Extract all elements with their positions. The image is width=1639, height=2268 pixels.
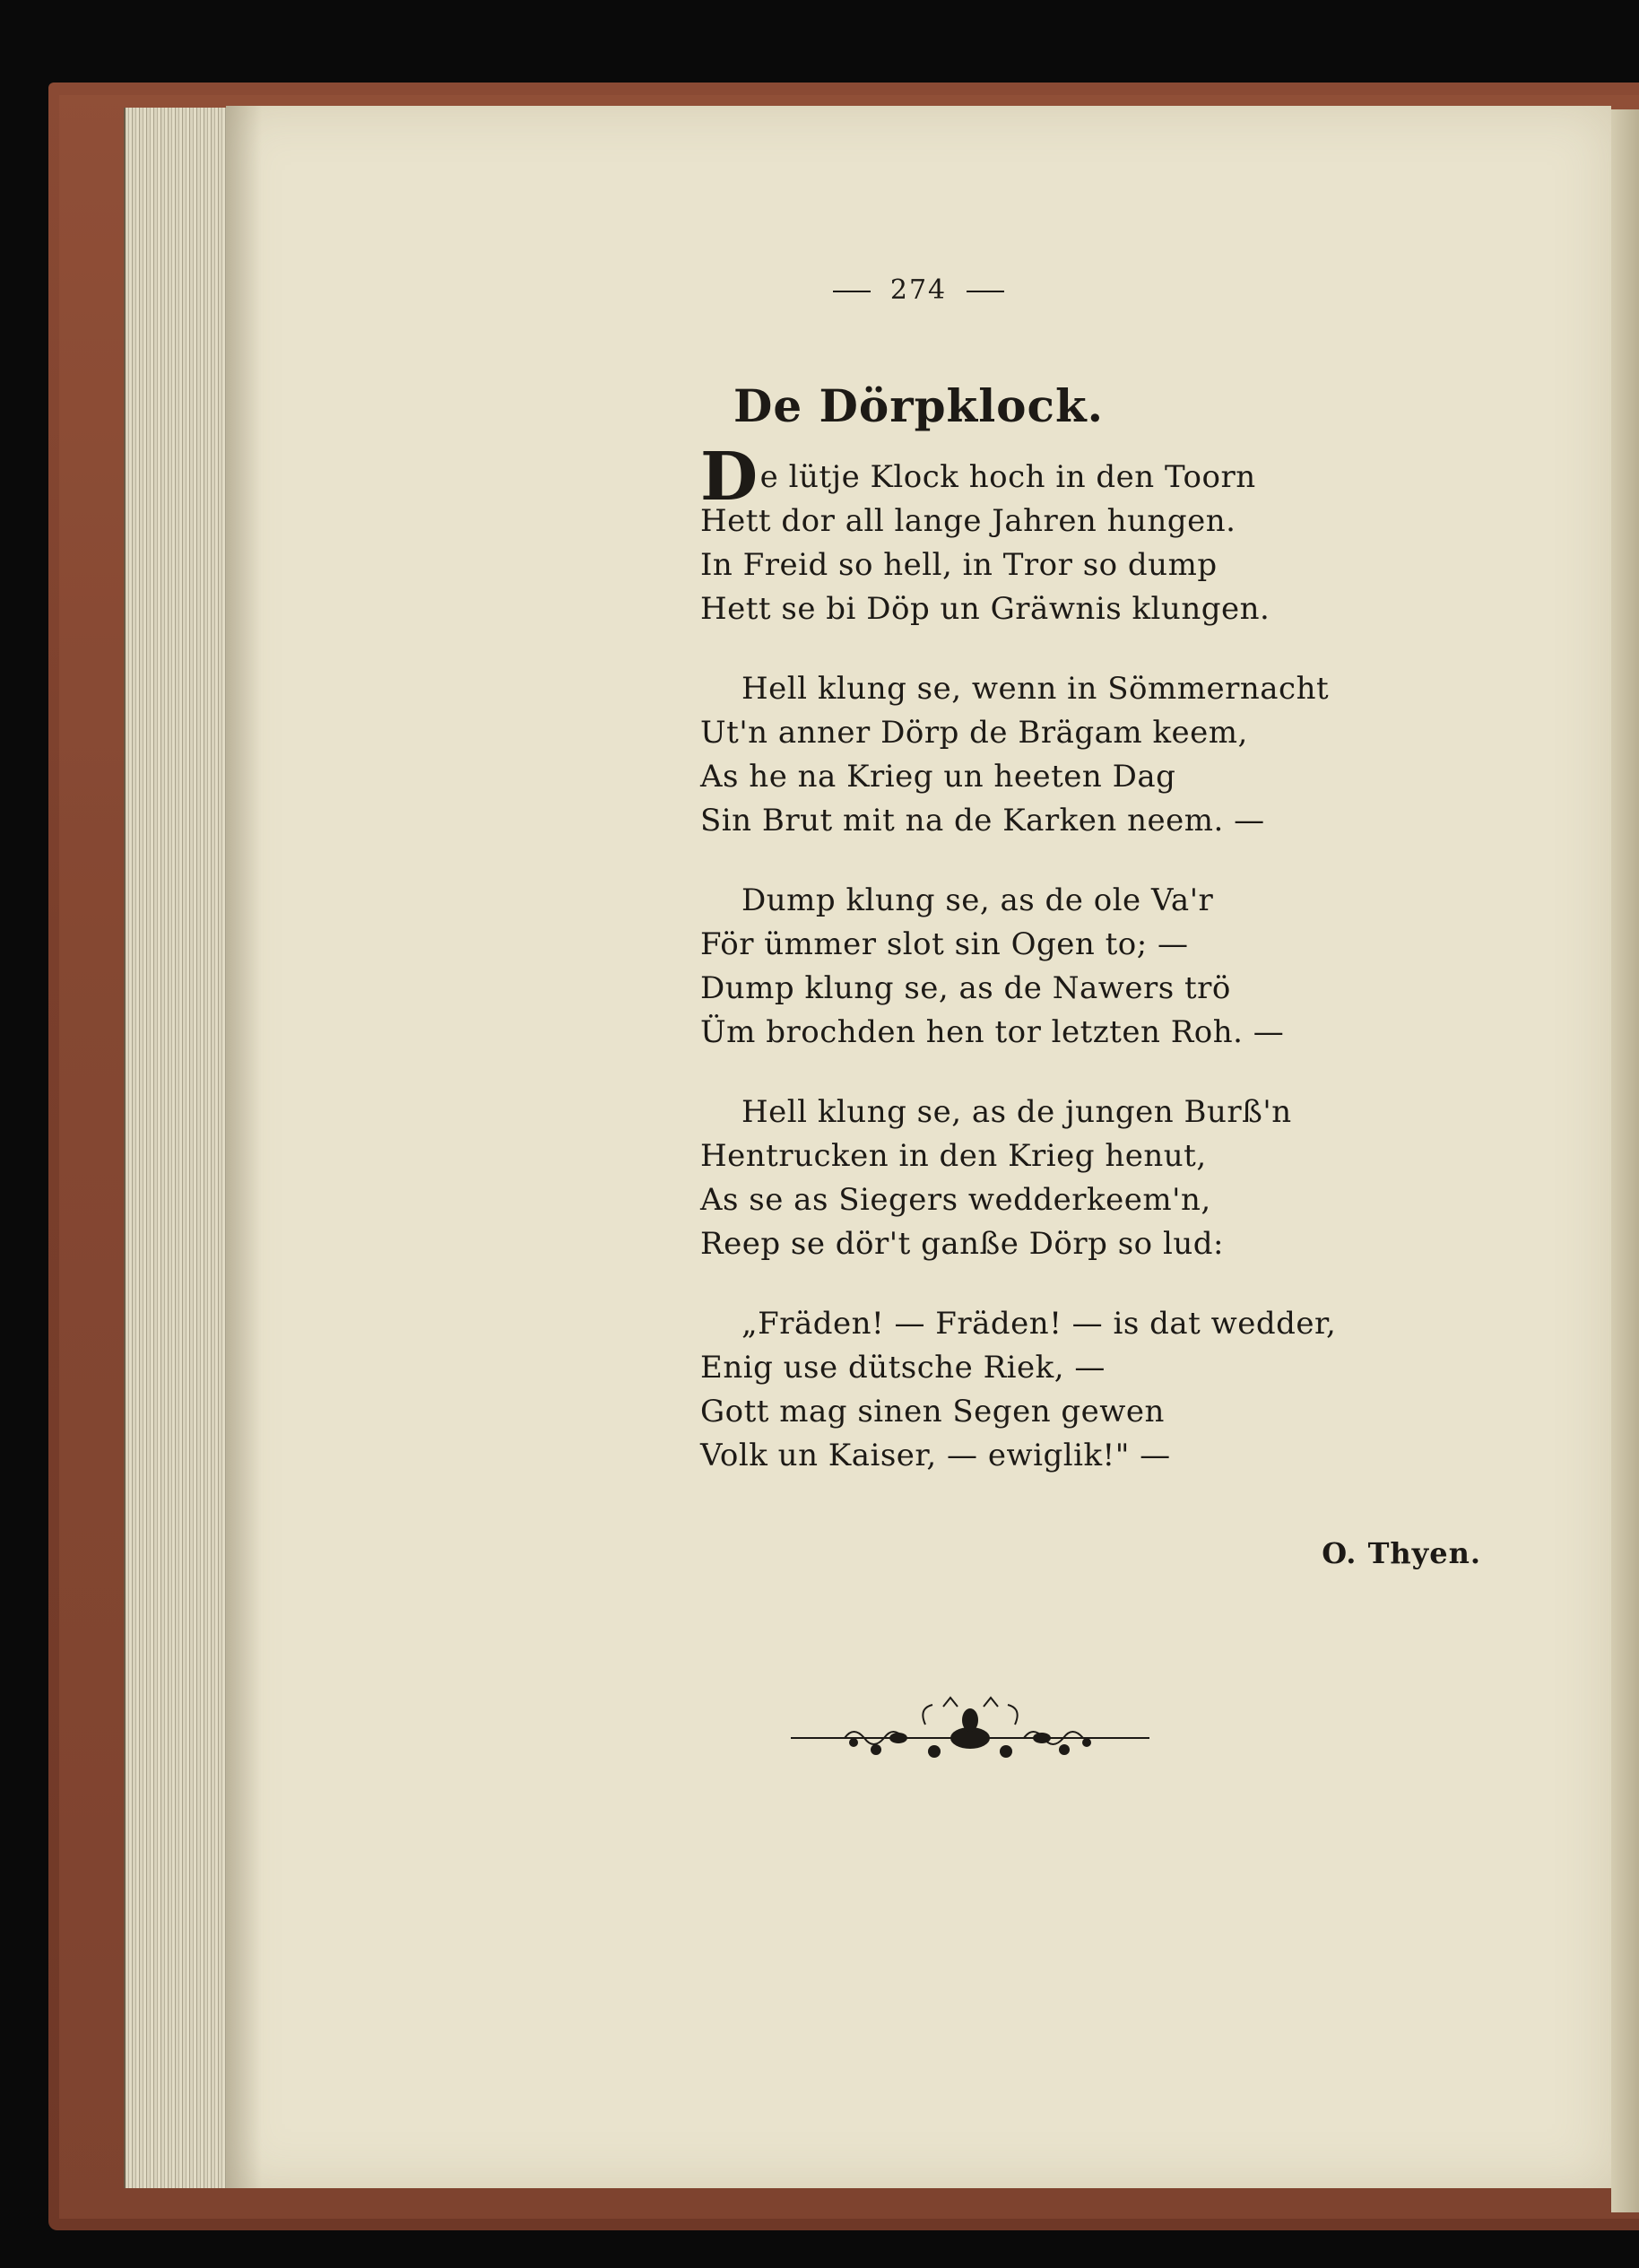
page-number	[226, 274, 1611, 306]
poem-line: Dump klung se, as de ole Va'r	[741, 882, 1214, 918]
page-number-text: 274	[889, 274, 948, 306]
floral-vignette-icon	[791, 1689, 1149, 1778]
poem-line: Hett se bi Döp un Gräwnis klungen.	[700, 591, 1270, 627]
stanza-5	[700, 1302, 1507, 1478]
poem-line: Hell klung se, as de jungen Burß'n	[741, 1094, 1292, 1130]
poem-line: Reep se dör't ganße Dörp so lud:	[700, 1226, 1224, 1262]
poem-line: In Freid so hell, in Tror so dump	[700, 547, 1218, 583]
page-number-dash-right	[967, 291, 1004, 292]
poem-title: De Dörpklock.	[733, 379, 1105, 432]
poem-line: Ut'n anner Dörp de Brägam keem,	[700, 715, 1248, 751]
poem-line: „Fräden! — Fräden! — is dat wedder,	[741, 1306, 1337, 1342]
poem-line: Gott mag sinen Segen gewen	[700, 1394, 1165, 1429]
drop-initial: D	[700, 439, 759, 516]
page-number-dash-left	[833, 291, 871, 292]
poem-line: Sin Brut mit na de Karken neem. —	[700, 803, 1265, 839]
page-content	[226, 106, 1611, 2188]
stanza-3	[700, 879, 1507, 1055]
poem-line: As se as Siegers wedderkeem'n,	[700, 1182, 1211, 1218]
poem-line: Hett dor all lange Jahren hungen.	[700, 503, 1236, 539]
poem-line: Hentrucken in den Krieg henut,	[700, 1138, 1207, 1174]
stanza-1	[700, 439, 1507, 631]
poem-line-text: e lütje Klock hoch in den Toorn	[759, 459, 1256, 495]
poem-line: Hell klung se, wenn in Sömmernacht	[741, 671, 1330, 707]
author-signature: O. Thyen.	[1322, 1536, 1481, 1570]
poem-line: Volk un Kaiser, — ewiglik!" —	[700, 1438, 1171, 1473]
page-edges	[124, 108, 237, 2188]
poem-line: Enig use dütsche Riek, —	[700, 1350, 1106, 1386]
right-page-edge	[1611, 109, 1639, 2212]
poem-line: För ümmer slot sin Ogen to; —	[700, 926, 1189, 962]
poem-line: As he na Krieg un heeten Dag	[700, 759, 1176, 795]
stanza-2	[700, 667, 1507, 843]
poem-line: Üm brochden hen tor letzten Roh. —	[700, 1014, 1285, 1050]
poem-body	[700, 439, 1507, 1514]
stanza-4	[700, 1091, 1507, 1266]
poem-line	[700, 439, 1507, 516]
poem-line: Dump klung se, as de Nawers trö	[700, 970, 1231, 1006]
